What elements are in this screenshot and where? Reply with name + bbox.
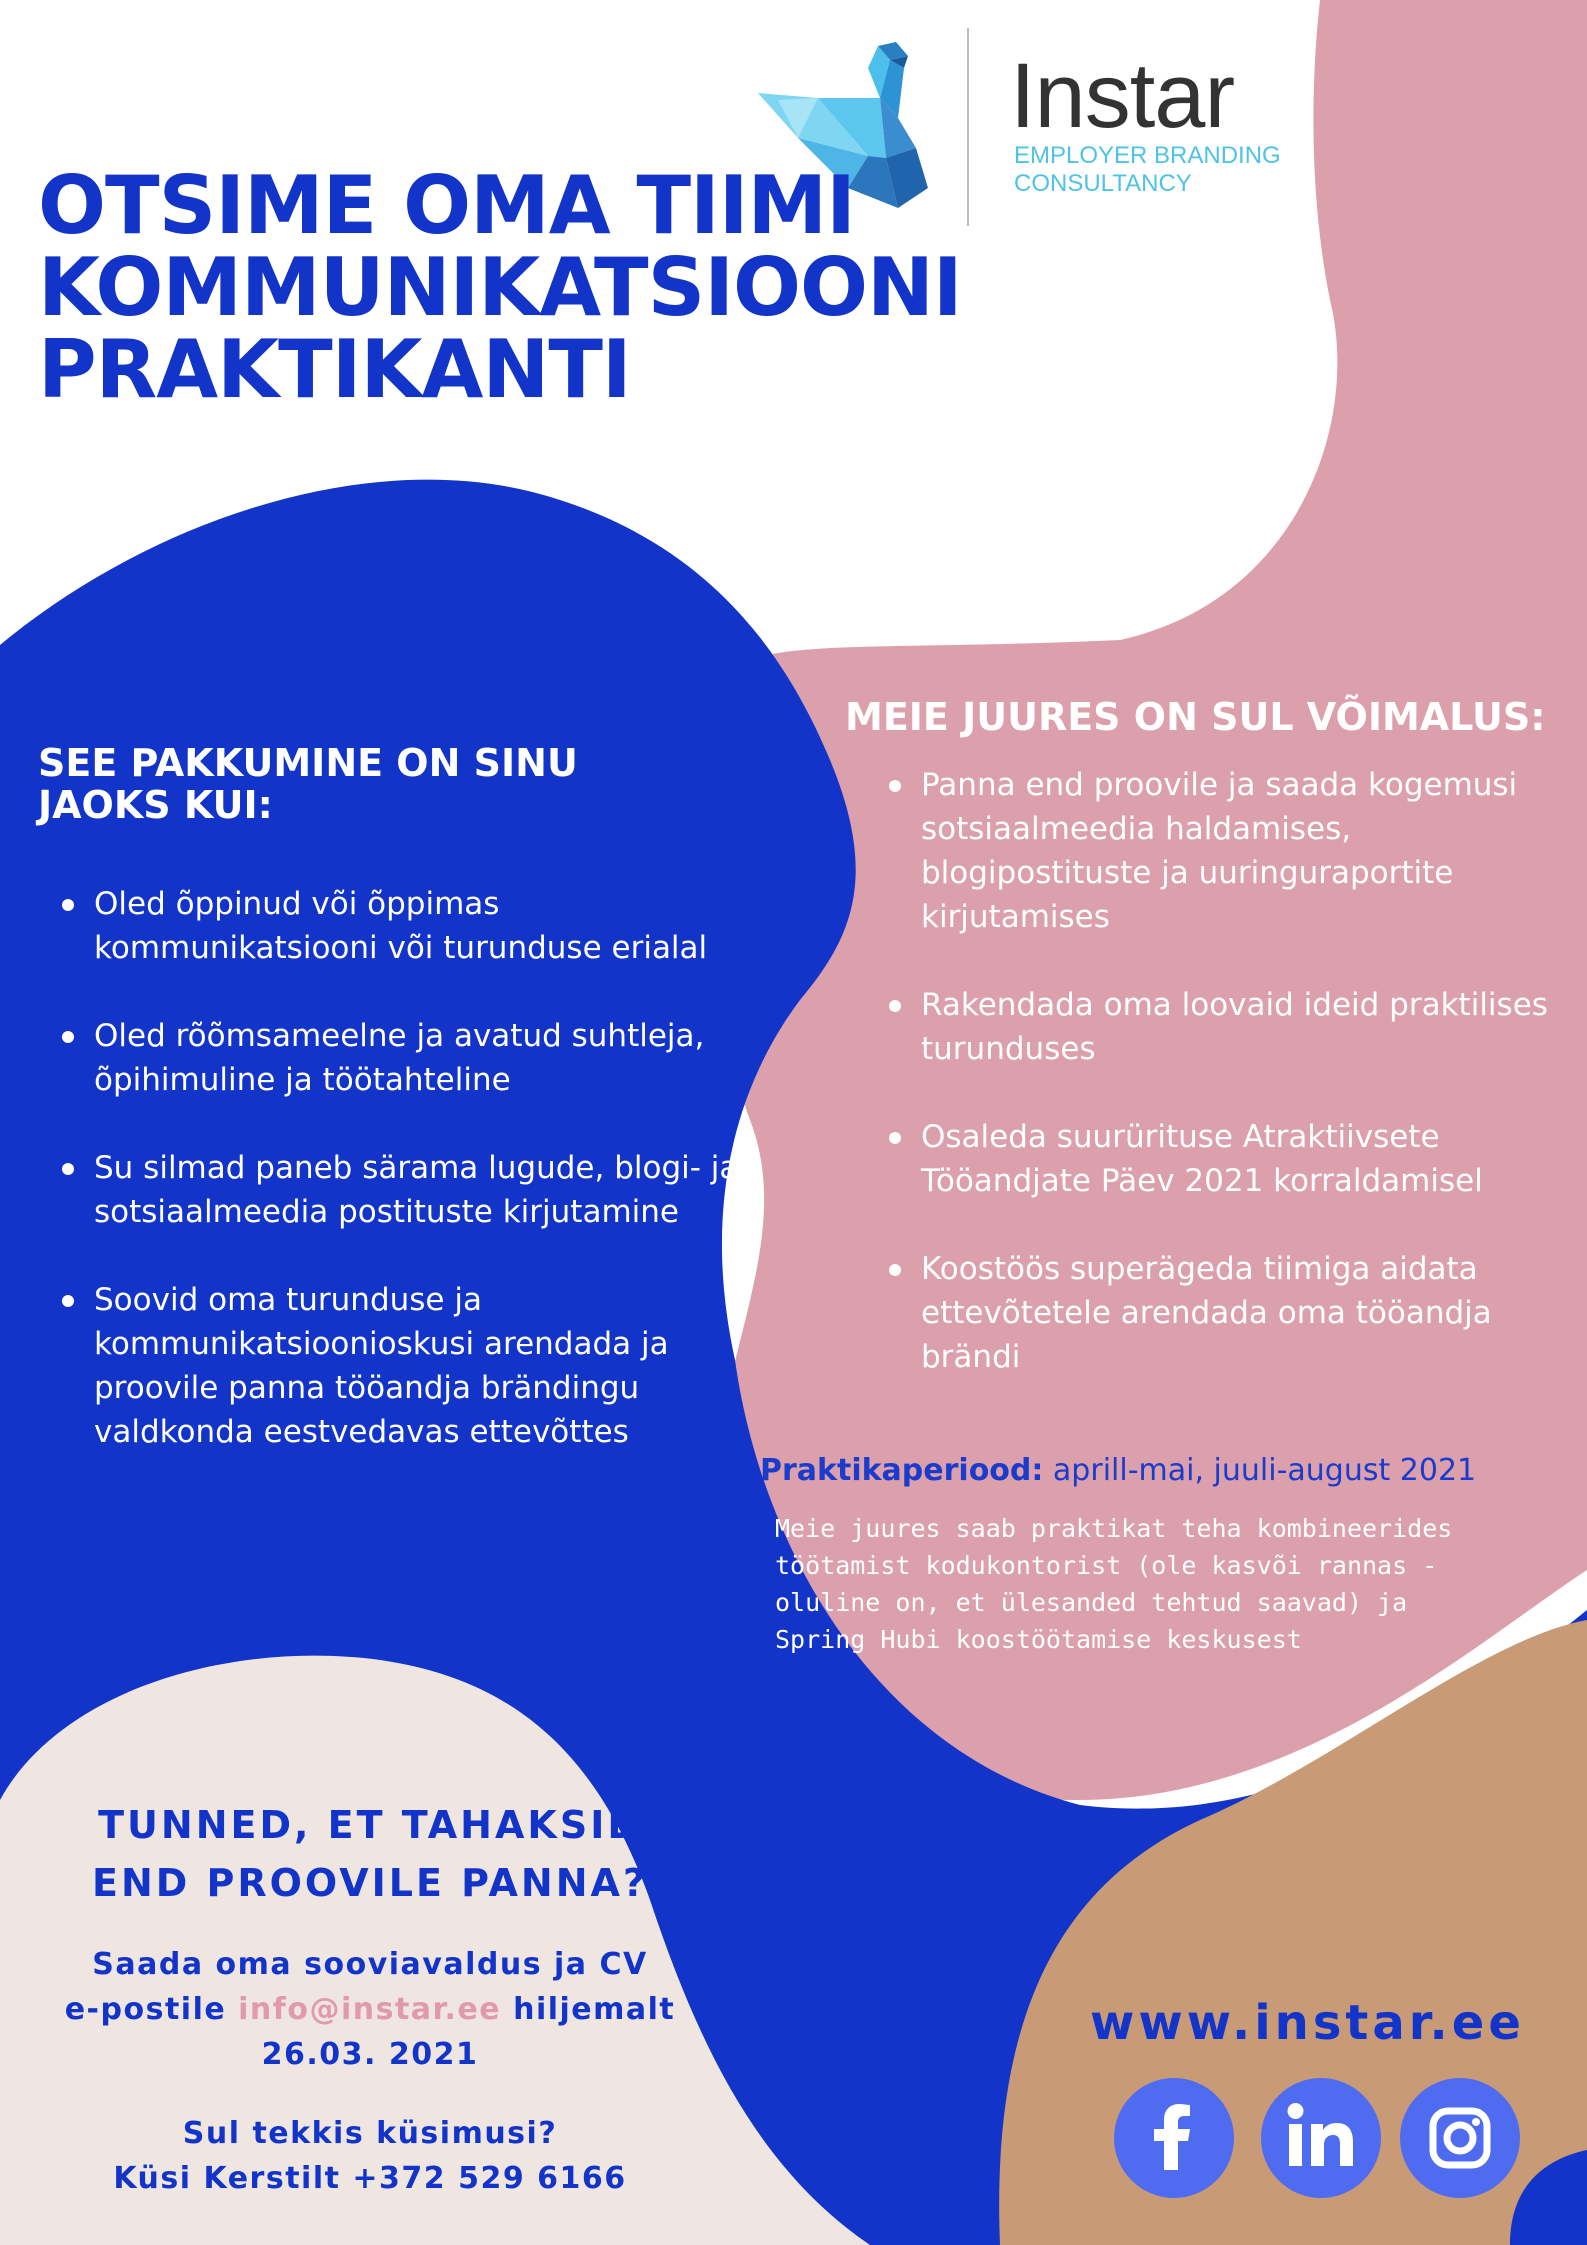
list-item: Soovid oma turunduse ja kommunikatsioonioskusi arendada ja proovile panna tööandja brändingu valdkonda eestvedavas ettevõttes bbox=[38, 1278, 778, 1454]
apply-instructions bbox=[40, 1942, 700, 2077]
logo-subtitle-line-1: EMPLOYER BRANDING bbox=[1014, 142, 1281, 169]
list-item: Oled rõõmsameelne ja avatud suhtleja, õpihimuline ja töötahteline bbox=[38, 1014, 778, 1102]
facebook-icon[interactable] bbox=[1114, 2078, 1234, 2198]
list-item: Oled õppinud või õppimas kommunikatsiooni või turunduse erialal bbox=[38, 882, 778, 970]
contact-info bbox=[40, 2111, 700, 2201]
cta-heading bbox=[60, 1796, 680, 1912]
left-requirements-list bbox=[38, 882, 778, 1498]
title-line-3: PRAKTIKANTI bbox=[38, 323, 631, 416]
apply-suffix: hiljemalt bbox=[501, 1992, 676, 2027]
right-section-heading: MEIE JUURES ON SUL VÕIMALUS: bbox=[845, 695, 1546, 739]
left-section-heading bbox=[38, 742, 598, 826]
website-link[interactable]: www.instar.ee bbox=[1090, 1995, 1525, 2051]
page-title bbox=[38, 159, 998, 416]
list-item: Osaleda suurürituse Atraktiivsete Tööandjate Päev 2021 korraldamisel bbox=[865, 1115, 1555, 1203]
linkedin-icon[interactable] bbox=[1261, 2078, 1381, 2198]
list-item: Rakendada oma loovaid ideid praktilises turunduses bbox=[865, 983, 1555, 1071]
title-line-2: KOMMUNIKATSIOONI bbox=[38, 241, 962, 334]
apply-line-2 bbox=[40, 1987, 700, 2032]
deadline: 26.03. 2021 bbox=[261, 2037, 479, 2072]
list-item: Koostöös superägeda tiimiga aidata ettevõtetele arendada oma tööandja brändi bbox=[865, 1247, 1555, 1379]
list-item: Su silmad paneb särama lugude, blogi- ja sotsiaalmeedia postituste kirjutamine bbox=[38, 1146, 778, 1234]
right-opportunities-list bbox=[865, 763, 1555, 1423]
left-heading-line-2: JAOKS KUI: bbox=[38, 783, 273, 827]
cta-heading-line-1: TUNNED, ET TAHAKSID bbox=[98, 1803, 642, 1847]
internship-period bbox=[760, 1453, 1560, 1488]
period-value: aprill-mai, juuli-august 2021 bbox=[1043, 1453, 1477, 1488]
title-line-1: OTSIME OMA TIIMI bbox=[38, 159, 855, 252]
period-label: Praktikaperiood: bbox=[760, 1453, 1044, 1488]
apply-prefix: e-postile bbox=[64, 1992, 239, 2027]
internship-note: Meie juures saab praktikat teha kombineerides töötamist kodukontorist (ole kasvõi rannas - oluline on, et ülesanded tehtud saavad) ja Spring Hubi koostöötamise keskusest bbox=[775, 1514, 1453, 1654]
cta-heading-line-2: END PROOVILE PANNA? bbox=[91, 1861, 648, 1905]
logo-wordmark: Instar bbox=[1010, 45, 1235, 147]
contact-line[interactable]: Küsi Kerstilt +372 529 6166 bbox=[113, 2161, 627, 2196]
logo-subtitle bbox=[1014, 142, 1281, 198]
apply-line-1: Saada oma sooviavaldus ja CV bbox=[92, 1947, 648, 1982]
instagram-icon[interactable] bbox=[1400, 2078, 1520, 2198]
list-item: Panna end proovile ja saada kogemusi sotsiaalmeedia haldamises, blogipostituste ja uuringuraportite kirjutamises bbox=[865, 763, 1555, 939]
logo-subtitle-line-2: CONSULTANCY bbox=[1014, 170, 1192, 197]
email-link[interactable]: info@instar.ee bbox=[238, 1992, 502, 2027]
left-heading-line-1: SEE PAKKUMINE ON SINU bbox=[38, 741, 578, 785]
questions-line: Sul tekkis küsimusi? bbox=[182, 2116, 558, 2151]
